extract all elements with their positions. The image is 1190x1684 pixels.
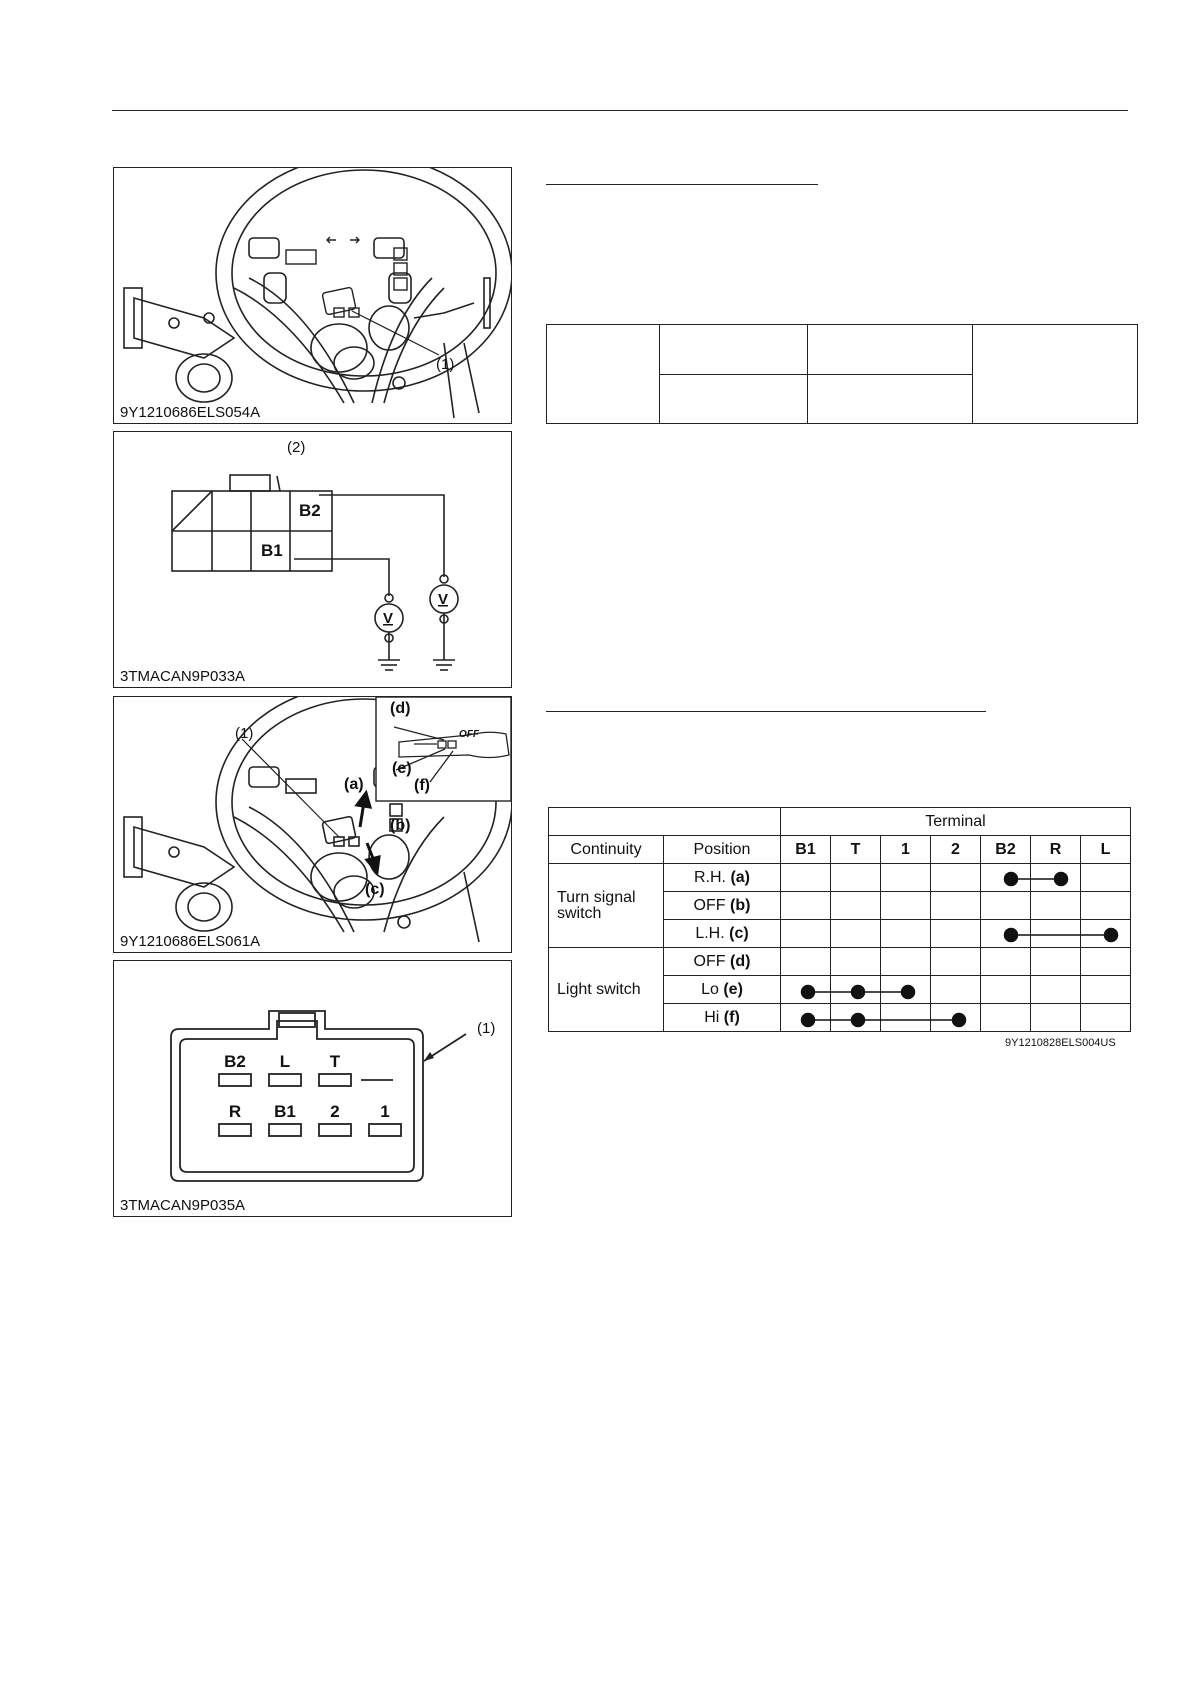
terminal-col-b1: B1: [781, 836, 831, 864]
terminal-r-label: R: [228, 1102, 242, 1121]
terminal-b2-label: B2: [224, 1052, 246, 1071]
continuity-dot: [852, 1014, 865, 1027]
continuity-dot: [1005, 873, 1018, 886]
callout-d: (d): [390, 700, 411, 717]
terminal-b1-label: B1: [261, 541, 283, 560]
terminal-header: Terminal: [781, 808, 1131, 836]
terminal-b1-label: B1: [274, 1102, 296, 1121]
terminal-b2-label: B2: [299, 501, 321, 520]
callout-1: (1): [235, 725, 254, 742]
continuity-dot: [1105, 929, 1118, 942]
group-light-switch: Light switch: [549, 948, 664, 1032]
continuity-dot: [902, 986, 915, 999]
callout-c: (c): [365, 881, 385, 898]
terminal-col-l: L: [1081, 836, 1131, 864]
continuity-dot: [1005, 929, 1018, 942]
figure-caption: 3TMACAN9P035A: [120, 1197, 246, 1214]
voltmeter-2-label: V: [438, 591, 449, 608]
position-cell: OFF (d): [664, 948, 781, 976]
callout-f: (f): [414, 777, 430, 794]
voltmeter-1-label: V: [383, 610, 394, 627]
position-cell: OFF (b): [664, 892, 781, 920]
continuity-dot: [802, 986, 815, 999]
callout-2: (2): [287, 439, 306, 456]
continuity-dot: [802, 1014, 815, 1027]
callout-b: (b): [390, 817, 411, 834]
terminal-col-t: T: [831, 836, 881, 864]
terminal-l-label: L: [279, 1052, 291, 1071]
callout-1: (1): [436, 356, 455, 373]
position-cell: L.H. (c): [664, 920, 781, 948]
terminal-col-2: 2: [931, 836, 981, 864]
figure-caption: 9Y1210686ELS054A: [120, 404, 261, 421]
empty-terminal-mark: —: [114, 961, 115, 962]
position-header: Position: [664, 836, 781, 864]
figure-caption: 3TMACAN9P033A: [120, 668, 246, 685]
terminal-1-label: 1: [380, 1102, 390, 1121]
terminal-col-1: 1: [881, 836, 931, 864]
group-turn-signal: Turn signal switch: [549, 864, 664, 948]
terminal-2-label: 2: [330, 1102, 340, 1121]
terminal-col-r: R: [1031, 836, 1081, 864]
callout-1: (1): [477, 1020, 496, 1037]
continuity-dot: [953, 1014, 966, 1027]
off-label: OFF: [459, 729, 479, 740]
position-cell: Lo (e): [664, 976, 781, 1004]
figure-caption: 9Y1210686ELS061A: [120, 933, 261, 950]
continuity-dot: [852, 986, 865, 999]
position-cell: Hi (f): [664, 1004, 781, 1032]
continuity-dot: [1055, 873, 1068, 886]
continuity-header: Continuity: [549, 836, 664, 864]
terminal-t-label: T: [329, 1052, 341, 1071]
terminal-col-b2: B2: [981, 836, 1031, 864]
callout-a: (a): [344, 776, 364, 793]
table-code: 9Y1210828ELS004US: [1005, 1037, 1116, 1049]
position-cell: R.H. (a): [664, 864, 781, 892]
callout-e: (e): [392, 760, 412, 777]
